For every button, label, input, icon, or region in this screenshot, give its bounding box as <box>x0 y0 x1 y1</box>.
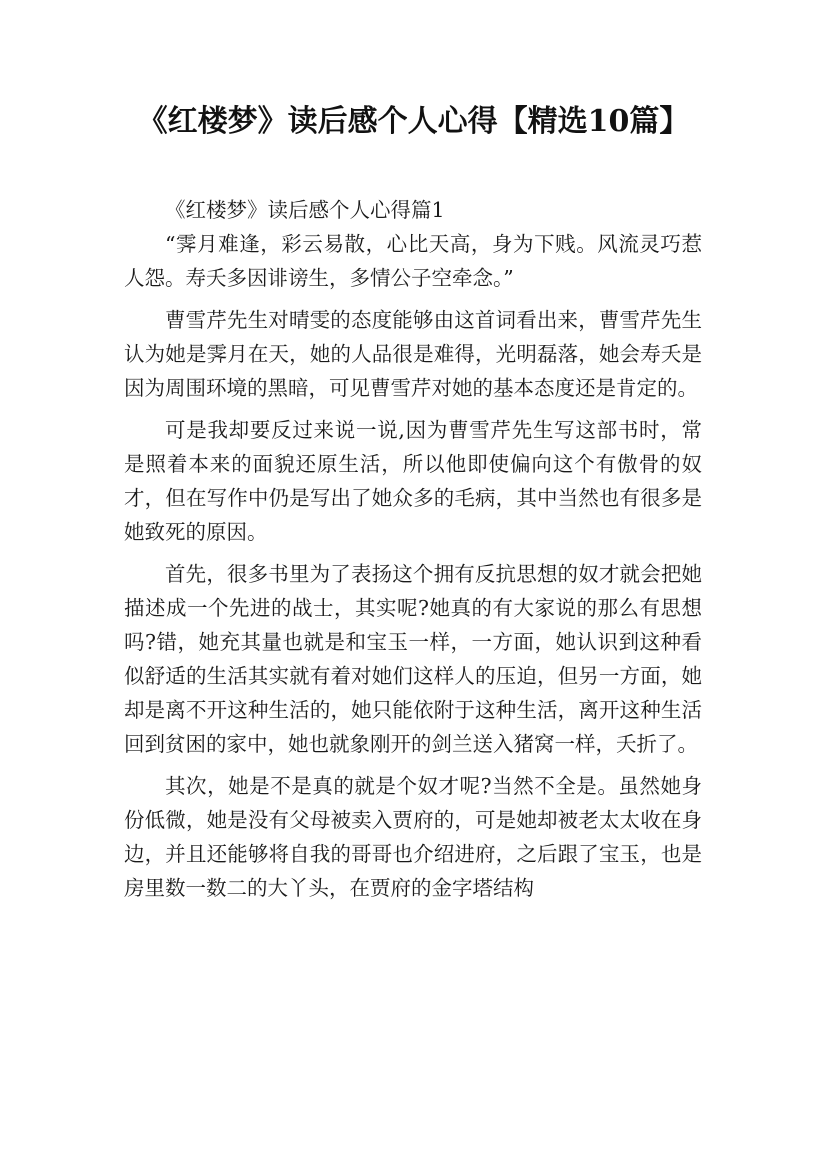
paragraph-5: 其次，她是不是真的就是个奴才呢?当然不全是。虽然她身份低微，她是没有父母被卖入贾府的，可是她却被老太太收在身边，并且还能够将自我的哥哥也介绍进府，之后跟了宝玉，也是房里数一数二的大丫头，在贾府的金字塔结构 <box>124 774 702 900</box>
document-body <box>124 193 702 905</box>
paragraph-3: 可是我却要反过来说一说,因为曹雪芹先生写这部书时，常是照着本来的面貌还原生活，所以他即使偏向这个有傲骨的奴才，但在写作中仍是写出了她众多的毛病，其中当然也有很多是她致死的原因。 <box>124 418 702 544</box>
paragraph-2: 曹雪芹先生对晴雯的态度能够由这首词看出来，曹雪芹先生认为她是霁月在天，她的人品很是难得，光明磊落，她会寿夭是因为周围环境的黑暗，可见曹雪芹对她的基本态度还是肯定的。 <box>124 308 702 400</box>
section-heading: 《红楼梦》读后感个人心得篇1 <box>165 198 445 222</box>
paragraph-4: 首先，很多书里为了表扬这个拥有反抗思想的奴才就会把她描述成一个先进的战士，其实呢?她真的有大家说的那么有思想吗?错，她充其量也就是和宝玉一样，一方面，她认识到这种看似舒适的生活其实就有着对她们这样人的压迫，但另一方面，她却是离不开这种生活的，她只能依附于这种生活，离开这种生活回到贫困的家中，她也就象刚开的剑兰送入猪窝一样，夭折了。 <box>124 562 702 756</box>
paragraph-1: “霁月难逢，彩云易散，心比天高，身为下贱。风流灵巧惹人怨。寿夭多因诽谤生，多情公子空牵念。” <box>124 232 702 290</box>
document-title: 《红楼梦》读后感个人心得【精选10篇】 <box>137 104 690 139</box>
